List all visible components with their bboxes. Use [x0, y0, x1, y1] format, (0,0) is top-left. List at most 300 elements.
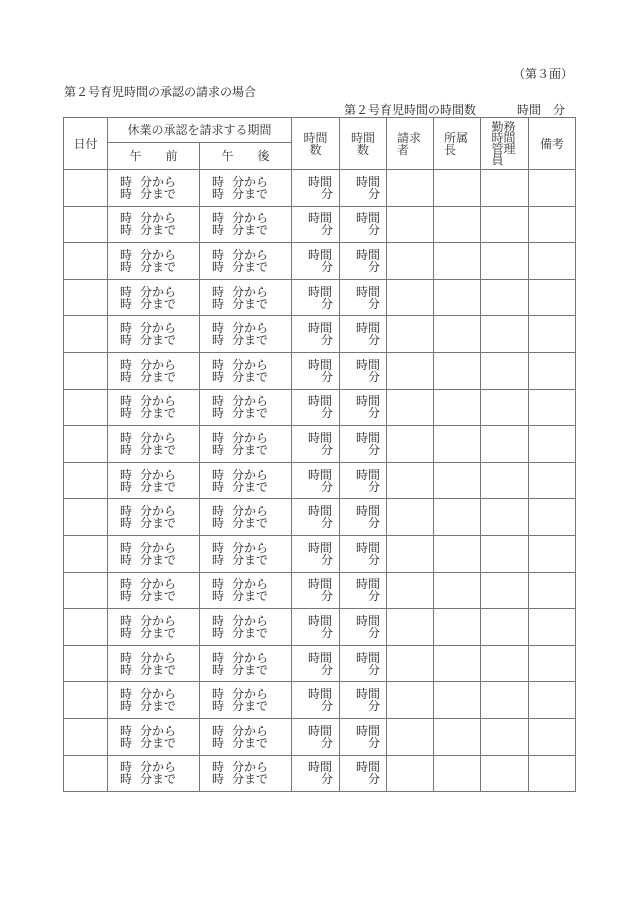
duration-minute-label: 分 [367, 552, 380, 567]
hour-label: 時 [211, 259, 224, 274]
hours-cell-2[interactable] [340, 535, 387, 572]
date-cell[interactable] [64, 279, 108, 316]
hours-cell-2[interactable] [340, 170, 387, 207]
am-period-cell[interactable] [108, 279, 200, 316]
from-label: 分から [232, 467, 269, 482]
header-hours-count-2: 時間数 [340, 118, 387, 170]
pm-period-cell[interactable] [200, 572, 292, 609]
hours-cell-1[interactable] [292, 206, 340, 243]
duration-hour-label: 時間 [308, 211, 333, 226]
duration-hour-label: 時間 [356, 687, 381, 702]
to-label: 分まで [232, 223, 269, 238]
to-label: 分まで [232, 772, 269, 787]
from-label: 分から [140, 613, 177, 628]
requester-seal-cell[interactable] [387, 462, 434, 499]
am-period-cell[interactable] [108, 535, 200, 572]
am-period-cell[interactable] [108, 572, 200, 609]
table-row [64, 389, 576, 426]
requester-seal-cell[interactable] [387, 755, 434, 792]
duration-hour-label: 時間 [308, 467, 333, 482]
hour-label: 時 [211, 516, 224, 531]
duration-minute-label: 分 [320, 589, 333, 604]
from-label: 分から [140, 247, 177, 262]
hours-cell-2[interactable] [340, 462, 387, 499]
hours-cell-1[interactable] [292, 718, 340, 755]
remarks-cell[interactable] [529, 279, 576, 316]
hour-label: 時 [211, 625, 224, 640]
pm-period-cell[interactable] [200, 609, 292, 646]
dept-head-seal-cell[interactable] [434, 462, 481, 499]
header-requester: 請求者 [387, 118, 434, 170]
hours-cell-1[interactable] [292, 609, 340, 646]
hours-cell-1[interactable] [292, 279, 340, 316]
dept-head-seal-cell[interactable] [434, 718, 481, 755]
dept-head-seal-cell[interactable] [434, 426, 481, 463]
duration-minute-label: 分 [320, 442, 333, 457]
hours-cell-2[interactable] [340, 389, 387, 426]
duration-hour-label: 時間 [308, 321, 333, 336]
to-label: 分まで [140, 625, 177, 640]
remarks-cell[interactable] [529, 352, 576, 389]
table-row [64, 682, 576, 719]
duration-minute-label: 分 [367, 479, 380, 494]
date-cell[interactable] [64, 426, 108, 463]
hour-label: 時 [119, 284, 132, 299]
hour-label: 時 [119, 479, 132, 494]
pm-period-cell[interactable] [200, 352, 292, 389]
am-period-cell[interactable] [108, 352, 200, 389]
dept-head-seal-cell[interactable] [434, 645, 481, 682]
date-cell[interactable] [64, 462, 108, 499]
remarks-cell[interactable] [529, 535, 576, 572]
hour-label: 時 [211, 577, 224, 592]
hours-cell-2[interactable] [340, 755, 387, 792]
to-label: 分まで [140, 735, 177, 750]
hour-label: 時 [211, 369, 224, 384]
manager-seal-cell[interactable] [481, 206, 529, 243]
hours-cell-1[interactable] [292, 682, 340, 719]
duration-hour-label: 時間 [308, 577, 333, 592]
remarks-cell[interactable] [529, 206, 576, 243]
manager-seal-cell[interactable] [481, 243, 529, 280]
page-number: （第３面） [513, 67, 574, 81]
to-label: 分まで [232, 589, 269, 604]
hours-cell-2[interactable] [340, 426, 387, 463]
duration-minute-label: 分 [367, 369, 380, 384]
remarks-cell[interactable] [529, 462, 576, 499]
hours-cell-1[interactable] [292, 426, 340, 463]
hours-cell-1[interactable] [292, 462, 340, 499]
date-cell[interactable] [64, 170, 108, 207]
manager-seal-cell[interactable] [481, 535, 529, 572]
table-row [64, 206, 576, 243]
hour-label: 時 [211, 467, 224, 482]
duration-hour-label: 時間 [356, 613, 381, 628]
remarks-cell[interactable] [529, 609, 576, 646]
hour-label: 時 [211, 186, 224, 201]
date-cell[interactable] [64, 389, 108, 426]
am-period-cell[interactable] [108, 645, 200, 682]
hours-cell-2[interactable] [340, 572, 387, 609]
remarks-cell[interactable] [529, 316, 576, 353]
date-cell[interactable] [64, 645, 108, 682]
pm-period-cell[interactable] [200, 718, 292, 755]
from-label: 分から [232, 650, 269, 665]
date-cell[interactable] [64, 718, 108, 755]
to-label: 分まで [140, 406, 177, 421]
duration-minute-label: 分 [367, 699, 380, 714]
hour-label: 時 [211, 540, 224, 555]
to-label: 分まで [232, 186, 269, 201]
duration-hour-label: 時間 [308, 357, 333, 372]
hour-label: 時 [211, 662, 224, 677]
pm-period-cell[interactable] [200, 206, 292, 243]
dept-head-seal-cell[interactable] [434, 572, 481, 609]
date-cell[interactable] [64, 352, 108, 389]
table-row [64, 426, 576, 463]
hour-label: 時 [211, 699, 224, 714]
hour-label: 時 [211, 284, 224, 299]
from-label: 分から [232, 211, 269, 226]
requester-seal-cell[interactable] [387, 682, 434, 719]
hours-cell-1[interactable] [292, 645, 340, 682]
dept-head-seal-cell[interactable] [434, 206, 481, 243]
hour-label: 時 [211, 552, 224, 567]
duration-hour-label: 時間 [308, 650, 333, 665]
requester-seal-cell[interactable] [387, 316, 434, 353]
hours-cell-2[interactable] [340, 206, 387, 243]
hour-label: 時 [211, 223, 224, 238]
duration-hour-label: 時間 [356, 723, 381, 738]
manager-seal-cell[interactable] [481, 499, 529, 536]
hour-label: 時 [211, 687, 224, 702]
duration-minute-label: 分 [320, 735, 333, 750]
hour-label: 時 [119, 699, 132, 714]
hours-cell-1[interactable] [292, 389, 340, 426]
hours-cell-2[interactable] [340, 316, 387, 353]
hour-label: 時 [211, 613, 224, 628]
dept-head-seal-cell[interactable] [434, 535, 481, 572]
am-period-cell[interactable] [108, 206, 200, 243]
from-label: 分から [140, 284, 177, 299]
hour-label: 時 [211, 589, 224, 604]
hour-label: 時 [119, 687, 132, 702]
to-label: 分まで [140, 662, 177, 677]
hours-cell-1[interactable] [292, 352, 340, 389]
manager-seal-cell[interactable] [481, 572, 529, 609]
dept-head-seal-cell[interactable] [434, 755, 481, 792]
manager-seal-cell[interactable] [481, 352, 529, 389]
requester-seal-cell[interactable] [387, 170, 434, 207]
duration-minute-label: 分 [367, 516, 380, 531]
from-label: 分から [140, 357, 177, 372]
manager-seal-cell[interactable] [481, 462, 529, 499]
from-label: 分から [232, 723, 269, 738]
requester-seal-cell[interactable] [387, 645, 434, 682]
to-label: 分まで [140, 479, 177, 494]
hour-label: 時 [211, 333, 224, 348]
header-attendance-manager: 勤務時間管理員 [481, 118, 529, 170]
requester-seal-cell[interactable] [387, 499, 434, 536]
pm-period-cell[interactable] [200, 755, 292, 792]
duration-hour-label: 時間 [356, 394, 381, 409]
duration-hour-label: 時間 [308, 540, 333, 555]
to-label: 分まで [140, 369, 177, 384]
date-cell[interactable] [64, 499, 108, 536]
hour-label: 時 [119, 394, 132, 409]
to-label: 分まで [232, 369, 269, 384]
hour-label: 時 [119, 247, 132, 262]
duration-minute-label: 分 [320, 296, 333, 311]
from-label: 分から [232, 613, 269, 628]
hour-label: 時 [119, 186, 132, 201]
date-cell[interactable] [64, 316, 108, 353]
pm-period-cell[interactable] [200, 316, 292, 353]
header-date: 日付 [64, 118, 108, 170]
dept-head-seal-cell[interactable] [434, 499, 481, 536]
requester-seal-cell[interactable] [387, 572, 434, 609]
hour-label: 時 [119, 613, 132, 628]
from-label: 分から [140, 394, 177, 409]
duration-minute-label: 分 [320, 259, 333, 274]
hour-label: 時 [211, 357, 224, 372]
duration-minute-label: 分 [367, 333, 380, 348]
remarks-cell[interactable] [529, 499, 576, 536]
date-cell[interactable] [64, 535, 108, 572]
am-period-cell[interactable] [108, 462, 200, 499]
hour-label: 時 [119, 467, 132, 482]
hour-label: 時 [211, 650, 224, 665]
date-cell[interactable] [64, 755, 108, 792]
remarks-cell[interactable] [529, 170, 576, 207]
requester-seal-cell[interactable] [387, 279, 434, 316]
from-label: 分から [232, 577, 269, 592]
dept-head-seal-cell[interactable] [434, 316, 481, 353]
from-label: 分から [140, 760, 177, 775]
duration-hour-label: 時間 [356, 577, 381, 592]
pm-period-cell[interactable] [200, 499, 292, 536]
hours-cell-2[interactable] [340, 499, 387, 536]
to-label: 分まで [232, 552, 269, 567]
hour-label: 時 [211, 247, 224, 262]
from-label: 分から [140, 504, 177, 519]
hour-label: 時 [119, 259, 132, 274]
hours-cell-2[interactable] [340, 279, 387, 316]
date-cell[interactable] [64, 572, 108, 609]
hours-count-minute-unit: 分 [553, 103, 566, 117]
hours-cell-1[interactable] [292, 572, 340, 609]
from-label: 分から [140, 211, 177, 226]
to-label: 分まで [232, 259, 269, 274]
remarks-cell[interactable] [529, 572, 576, 609]
hours-cell-1[interactable] [292, 499, 340, 536]
hours-cell-1[interactable] [292, 535, 340, 572]
duration-minute-label: 分 [320, 186, 333, 201]
table-row [64, 535, 576, 572]
am-period-cell[interactable] [108, 718, 200, 755]
am-period-cell[interactable] [108, 755, 200, 792]
from-label: 分から [140, 723, 177, 738]
hour-label: 時 [119, 369, 132, 384]
to-label: 分まで [232, 406, 269, 421]
pm-period-cell[interactable] [200, 243, 292, 280]
manager-seal-cell[interactable] [481, 426, 529, 463]
header-remarks: 備考 [529, 118, 576, 170]
duration-minute-label: 分 [367, 625, 380, 640]
pm-period-cell[interactable] [200, 645, 292, 682]
date-cell[interactable] [64, 206, 108, 243]
am-period-cell[interactable] [108, 316, 200, 353]
requester-seal-cell[interactable] [387, 718, 434, 755]
remarks-cell[interactable] [529, 243, 576, 280]
am-period-cell[interactable] [108, 426, 200, 463]
dept-head-seal-cell[interactable] [434, 389, 481, 426]
from-label: 分から [232, 321, 269, 336]
pm-period-cell[interactable] [200, 389, 292, 426]
table-row [64, 316, 576, 353]
dept-head-seal-cell[interactable] [434, 279, 481, 316]
hour-label: 時 [211, 723, 224, 738]
am-period-cell[interactable] [108, 499, 200, 536]
date-cell[interactable] [64, 609, 108, 646]
from-label: 分から [140, 577, 177, 592]
hour-label: 時 [211, 321, 224, 336]
hour-label: 時 [211, 211, 224, 226]
remarks-cell[interactable] [529, 755, 576, 792]
hours-cell-1[interactable] [292, 243, 340, 280]
hours-cell-2[interactable] [340, 243, 387, 280]
manager-seal-cell[interactable] [481, 609, 529, 646]
duration-minute-label: 分 [320, 552, 333, 567]
hour-label: 時 [119, 211, 132, 226]
pm-period-cell[interactable] [200, 682, 292, 719]
am-period-cell[interactable] [108, 682, 200, 719]
duration-minute-label: 分 [367, 589, 380, 604]
dept-head-seal-cell[interactable] [434, 170, 481, 207]
manager-seal-cell[interactable] [481, 682, 529, 719]
hours-cell-2[interactable] [340, 682, 387, 719]
manager-seal-cell[interactable] [481, 170, 529, 207]
hours-cell-1[interactable] [292, 755, 340, 792]
remarks-cell[interactable] [529, 645, 576, 682]
to-label: 分まで [140, 186, 177, 201]
date-cell[interactable] [64, 682, 108, 719]
duration-hour-label: 時間 [356, 467, 381, 482]
from-label: 分から [232, 540, 269, 555]
table-row [64, 170, 576, 207]
duration-hour-label: 時間 [356, 174, 381, 189]
request-table [63, 117, 576, 792]
remarks-cell[interactable] [529, 682, 576, 719]
duration-minute-label: 分 [320, 772, 333, 787]
hour-label: 時 [119, 650, 132, 665]
requester-seal-cell[interactable] [387, 352, 434, 389]
to-label: 分まで [140, 699, 177, 714]
to-label: 分まで [232, 442, 269, 457]
hours-cell-1[interactable] [292, 170, 340, 207]
to-label: 分まで [140, 223, 177, 238]
duration-hour-label: 時間 [356, 540, 381, 555]
pm-period-cell[interactable] [200, 535, 292, 572]
to-label: 分まで [232, 662, 269, 677]
manager-seal-cell[interactable] [481, 279, 529, 316]
manager-seal-cell[interactable] [481, 389, 529, 426]
duration-minute-label: 分 [367, 735, 380, 750]
am-period-cell[interactable] [108, 170, 200, 207]
manager-seal-cell[interactable] [481, 755, 529, 792]
hour-label: 時 [119, 174, 132, 189]
pm-period-cell[interactable] [200, 279, 292, 316]
hours-cell-2[interactable] [340, 645, 387, 682]
manager-seal-cell[interactable] [481, 645, 529, 682]
date-cell[interactable] [64, 243, 108, 280]
from-label: 分から [232, 284, 269, 299]
requester-seal-cell[interactable] [387, 206, 434, 243]
to-label: 分まで [140, 772, 177, 787]
requester-seal-cell[interactable] [387, 535, 434, 572]
to-label: 分まで [232, 699, 269, 714]
duration-hour-label: 時間 [356, 211, 381, 226]
to-label: 分まで [232, 333, 269, 348]
duration-minute-label: 分 [367, 296, 380, 311]
from-label: 分から [140, 467, 177, 482]
hour-label: 時 [119, 430, 132, 445]
dept-head-seal-cell[interactable] [434, 609, 481, 646]
manager-seal-cell[interactable] [481, 316, 529, 353]
requester-seal-cell[interactable] [387, 389, 434, 426]
manager-seal-cell[interactable] [481, 718, 529, 755]
hours-count-label: 第２号育児時間の時間数 [344, 103, 477, 117]
to-label: 分まで [140, 259, 177, 274]
table-row [64, 755, 576, 792]
requester-seal-cell[interactable] [387, 609, 434, 646]
pm-period-cell[interactable] [200, 462, 292, 499]
hours-cell-2[interactable] [340, 609, 387, 646]
from-label: 分から [232, 430, 269, 445]
hours-cell-1[interactable] [292, 316, 340, 353]
dept-head-seal-cell[interactable] [434, 243, 481, 280]
requester-seal-cell[interactable] [387, 426, 434, 463]
pm-period-cell[interactable] [200, 170, 292, 207]
requester-seal-cell[interactable] [387, 243, 434, 280]
hours-cell-2[interactable] [340, 718, 387, 755]
hour-label: 時 [119, 772, 132, 787]
hour-label: 時 [119, 333, 132, 348]
am-period-cell[interactable] [108, 243, 200, 280]
from-label: 分から [140, 650, 177, 665]
dept-head-seal-cell[interactable] [434, 682, 481, 719]
duration-minute-label: 分 [320, 625, 333, 640]
from-label: 分から [232, 394, 269, 409]
to-label: 分まで [140, 552, 177, 567]
dept-head-seal-cell[interactable] [434, 352, 481, 389]
duration-hour-label: 時間 [356, 650, 381, 665]
remarks-cell[interactable] [529, 389, 576, 426]
hour-label: 時 [211, 174, 224, 189]
hours-cell-2[interactable] [340, 352, 387, 389]
table-row [64, 572, 576, 609]
from-label: 分から [140, 174, 177, 189]
am-period-cell[interactable] [108, 609, 200, 646]
pm-period-cell[interactable] [200, 426, 292, 463]
from-label: 分から [232, 174, 269, 189]
remarks-cell[interactable] [529, 426, 576, 463]
duration-hour-label: 時間 [356, 357, 381, 372]
remarks-cell[interactable] [529, 718, 576, 755]
duration-minute-label: 分 [320, 369, 333, 384]
am-period-cell[interactable] [108, 389, 200, 426]
to-label: 分まで [232, 516, 269, 531]
